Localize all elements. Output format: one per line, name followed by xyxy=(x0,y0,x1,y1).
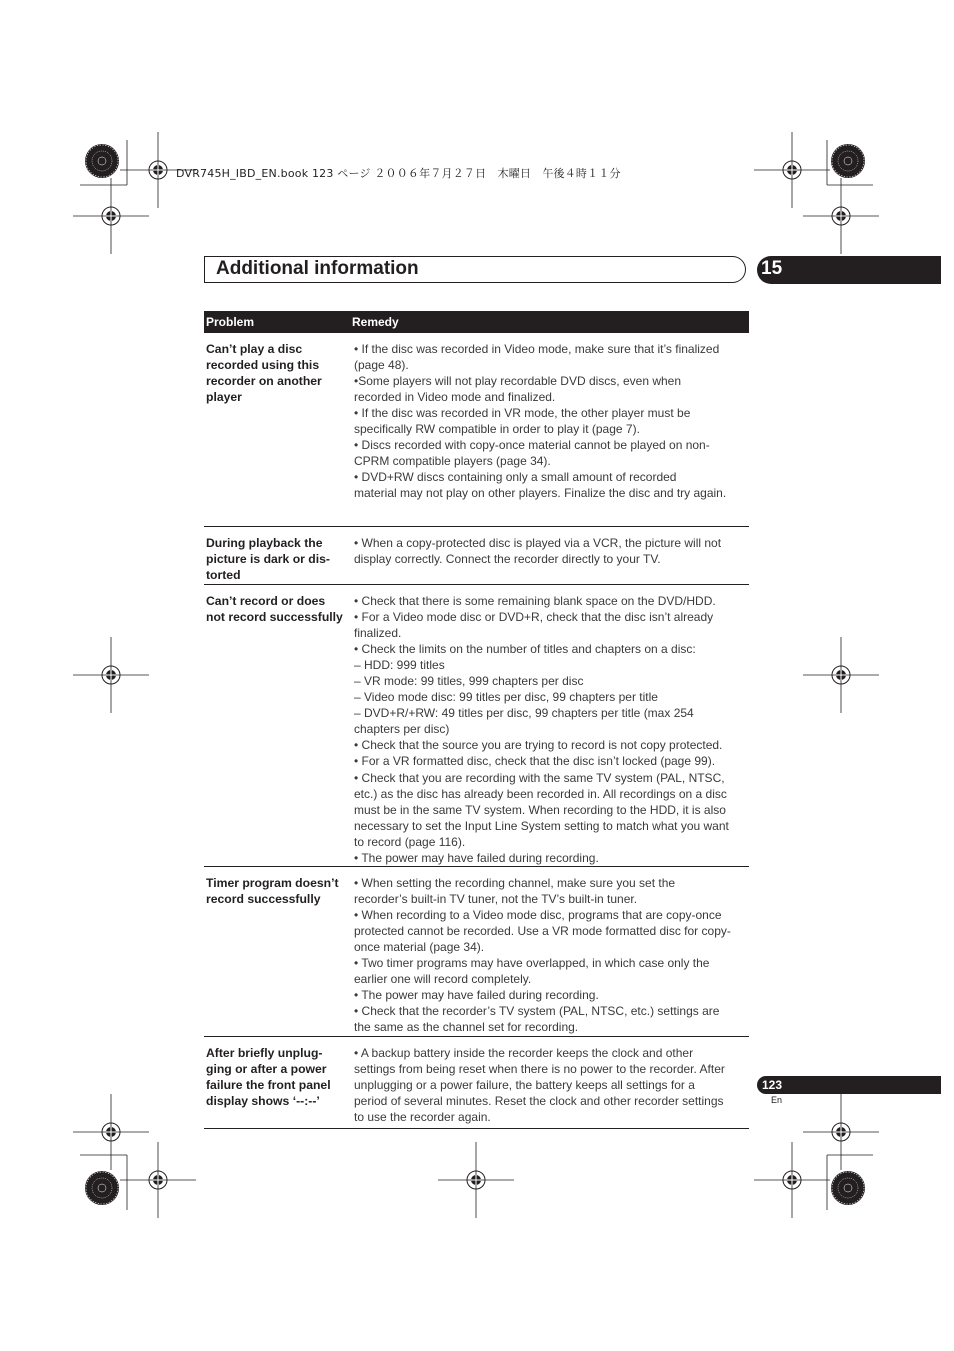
page-language: En xyxy=(771,1095,783,1105)
remedy-cell xyxy=(354,585,749,866)
registration-mark-icon xyxy=(754,1142,830,1218)
remedy-line: • If the disc was recorded in VR mode, the other player must be xyxy=(354,406,691,421)
remedy-line: – DVD+R/+RW: 49 titles per disc, 99 chapters per title (max 254 xyxy=(354,706,694,721)
table-header xyxy=(204,311,749,333)
remedy-line: • The power may have failed during recording. xyxy=(354,988,599,1003)
remedy-line: • A backup battery inside the recorder keeps the clock and other xyxy=(354,1046,694,1060)
remedy-line: • For a VR formatted disc, check that the disc isn’t locked (page 99). xyxy=(354,754,716,769)
table-row xyxy=(204,867,749,1037)
remedy-line: necessary to set the Input Line System setting to match what you want xyxy=(354,818,729,833)
starburst-bottom-right-icon xyxy=(831,1171,865,1205)
remedy-line: to record (page 116). xyxy=(354,834,466,849)
problem-line: Can’t record or does xyxy=(206,594,326,608)
problem-line: torted xyxy=(206,568,241,582)
remedy-line: – Video mode disc: 99 titles per disc, 99 chapters per title xyxy=(354,690,658,705)
starburst-top-left-icon xyxy=(85,144,119,178)
table-row xyxy=(204,1037,749,1129)
problem-line: display shows ‘--:--’ xyxy=(206,1094,320,1108)
registration-mark-icon xyxy=(754,132,830,208)
remedy-line: material may not play on other players. Finalize the disc and try again. xyxy=(354,486,727,501)
remedy-line: must be in the same TV system. When recording to the HDD, it is also xyxy=(354,802,726,817)
file-header: DVR745H_IBD_EN.book 123 ページ ２００６年７月２７日 木曜日 午後４時１１分 xyxy=(176,167,621,180)
remedy-line: etc.) as the disc has already been recorded in. All recordings on a disc xyxy=(354,786,727,801)
problem-cell xyxy=(204,333,354,526)
problem-line: player xyxy=(206,390,242,404)
remedy-line: specifically RW compatible in order to play it (page 7). xyxy=(354,422,640,437)
starburst-bottom-left-icon xyxy=(85,1171,119,1205)
starburst-top-right-icon xyxy=(831,144,865,178)
remedy-line: CPRM compatible players (page 34). xyxy=(354,454,551,469)
remedy-line: – HDD: 999 titles xyxy=(354,658,445,673)
page-number-tab xyxy=(757,1076,941,1094)
remedy-line: settings from being reset when there is no power to the recorder. After xyxy=(354,1062,725,1077)
remedy-cell xyxy=(354,867,749,1036)
table-row xyxy=(204,333,749,527)
table-body xyxy=(204,333,749,1129)
section-title: Additional information xyxy=(216,258,419,279)
troubleshooting-table xyxy=(204,311,749,1129)
registration-mark-icon xyxy=(73,1094,149,1170)
remedy-line: • DVD+RW discs containing only a small amount of recorded xyxy=(354,470,677,485)
remedy-line: • When a copy-protected disc is played via a VCR, the picture will not xyxy=(354,536,722,550)
remedy-line: display correctly. Connect the recorder directly to your TV. xyxy=(354,552,661,567)
remedy-line: period of several minutes. Reset the clock and other recorder settings xyxy=(354,1094,724,1109)
problem-line: Can’t play a disc xyxy=(206,342,303,356)
registration-mark-icon xyxy=(803,1094,879,1170)
remedy-line: • If the disc was recorded in Video mode, make sure that it’s finalized xyxy=(354,342,720,356)
remedy-line: protected cannot be recorded. Use a VR mode formatted disc for copy- xyxy=(354,924,731,939)
problem-line: After briefly unplug- xyxy=(206,1046,323,1060)
problem-line: ging or after a power xyxy=(206,1062,327,1076)
remedy-line: • Discs recorded with copy-once material cannot be played on non- xyxy=(354,438,710,453)
remedy-line: – VR mode: 99 titles, 999 chapters per disc xyxy=(354,674,584,689)
registration-mark-icon xyxy=(803,637,879,713)
problem-cell xyxy=(204,585,354,866)
registration-mark-icon xyxy=(438,1142,514,1218)
remedy-cell xyxy=(354,527,749,584)
remedy-line: • For a Video mode disc or DVD+R, check that the disc isn’t already xyxy=(354,610,714,625)
registration-mark-icon xyxy=(803,178,879,254)
remedy-line: earlier one will record completely. xyxy=(354,972,532,987)
remedy-line: the same as the channel set for recording. xyxy=(354,1020,579,1035)
header-problem: Problem xyxy=(206,315,255,329)
remedy-cell xyxy=(354,333,749,526)
table-row xyxy=(204,585,749,867)
problem-line: recorded using this xyxy=(206,358,320,372)
problem-cell xyxy=(204,867,354,1036)
registration-mark-icon xyxy=(73,178,149,254)
problem-line: failure the front panel xyxy=(206,1078,331,1092)
header-remedy: Remedy xyxy=(352,315,399,329)
remedy-line: recorded in Video mode and finalized. xyxy=(354,390,556,405)
chapter-number: 15 xyxy=(761,258,783,279)
problem-line: picture is dark or dis- xyxy=(206,552,330,566)
problem-cell xyxy=(204,527,354,584)
remedy-line: • Check that you are recording with the same TV system (PAL, NTSC, xyxy=(354,770,725,785)
remedy-line: • Check that the recorder’s TV system (PAL, NTSC, etc.) settings are xyxy=(354,1004,720,1019)
problem-line: not record successfully xyxy=(206,610,343,624)
remedy-line: • Two timer programs may have overlapped, in which case only the xyxy=(354,956,710,971)
chapter-tab xyxy=(757,256,941,284)
remedy-line: to use the recorder again. xyxy=(354,1110,491,1125)
remedy-line: chapters per disc) xyxy=(354,722,450,737)
remedy-line: recorder’s built-in TV tuner, not the TV’s built-in tuner. xyxy=(354,892,638,907)
remedy-line: unplugging or a power failure, the battery keeps all settings for a xyxy=(354,1078,695,1093)
registration-mark-icon xyxy=(73,637,149,713)
page-number: 123 xyxy=(762,1078,783,1092)
remedy-line: • When recording to a Video mode disc, programs that are copy-once xyxy=(354,908,722,923)
remedy-line: once material (page 34). xyxy=(354,940,485,955)
table-row xyxy=(204,527,749,585)
remedy-line: finalized. xyxy=(354,626,402,641)
remedy-line: • Check that there is some remaining blank space on the DVD/HDD. xyxy=(354,594,716,608)
registration-mark-icon xyxy=(120,1142,196,1218)
problem-line: record successfully xyxy=(206,892,321,906)
problem-line: Timer program doesn’t xyxy=(206,876,339,890)
remedy-line: • Check the limits on the number of titles and chapters on a disc: xyxy=(354,642,696,657)
remedy-line: • When setting the recording channel, make sure you set the xyxy=(354,876,676,890)
remedy-line: (page 48). xyxy=(354,358,409,373)
remedy-line: •Some players will not play recordable DVD discs, even when xyxy=(354,374,682,389)
problem-line: recorder on another xyxy=(206,374,322,388)
remedy-line: • Check that the source you are trying to record is not copy protected. xyxy=(354,738,723,753)
remedy-line: • The power may have failed during recording. xyxy=(354,850,599,865)
problem-line: During playback the xyxy=(206,536,323,550)
problem-cell xyxy=(204,1037,354,1128)
remedy-cell xyxy=(354,1037,749,1128)
